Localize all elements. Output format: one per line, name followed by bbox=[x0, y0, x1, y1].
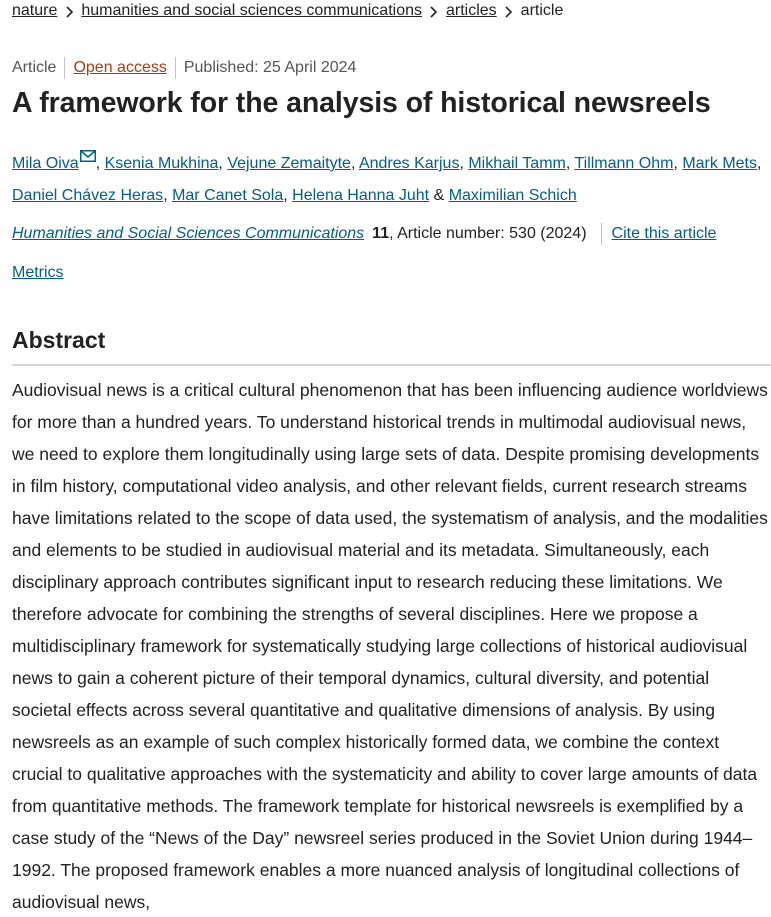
breadcrumb bbox=[12, 0, 563, 22]
meta-divider bbox=[64, 57, 65, 79]
author-link[interactable]: Mar Canet Sola bbox=[172, 187, 284, 204]
page-title: A framework for the analysis of historical newsreels bbox=[12, 87, 711, 119]
author-link[interactable]: Andres Karjus bbox=[358, 155, 460, 172]
author-link[interactable]: Helena Hanna Juht bbox=[292, 187, 430, 204]
article-type: Article bbox=[12, 59, 57, 76]
breadcrumb-link-articles[interactable]: articles bbox=[445, 2, 497, 19]
citation-line bbox=[12, 222, 716, 246]
author-link[interactable]: Mikhail Tamm bbox=[468, 155, 566, 172]
chevron-right-icon bbox=[422, 3, 446, 20]
metrics-link[interactable]: Metrics bbox=[12, 264, 64, 281]
breadcrumb-link-nature[interactable]: nature bbox=[12, 2, 58, 19]
author-link[interactable]: Vejune Zemaityte bbox=[227, 155, 351, 172]
open-access-link[interactable]: Open access bbox=[73, 59, 167, 76]
breadcrumb-link-journal[interactable]: humanities and social sciences communications bbox=[81, 2, 422, 19]
breadcrumb-current: article bbox=[520, 2, 564, 19]
article-number: , Article number: 530 (2024) bbox=[389, 225, 587, 242]
abstract-divider bbox=[12, 364, 771, 366]
journal-link[interactable]: Humanities and Social Sciences Communications bbox=[12, 225, 365, 242]
author-link[interactable]: Mark Mets bbox=[682, 155, 757, 172]
envelope-icon[interactable] bbox=[80, 142, 96, 154]
author-link[interactable]: Daniel Chávez Heras bbox=[12, 187, 164, 204]
abstract-text: Audiovisual news is a critical cultural phenomenon that has been influencing audience worldviews for more than a hundred years. To understand historical trends in multimodal audiovisual news, we need to explore them longitudinally using large sets of data. Despite promising developments in film history, computational video analysis, and other relevant fields, current research streams have limitations related to the scope of data used, the systematism of analysis, and the modalities and elements to be studied in audiovisual material and its metadata. Simultaneously, each disciplinary approach contributes significant input to research reducing these limitations. We therefore advocate for combining the strengths of several disciplines. Here we propose a multidisciplinary framework for systematically studying large collections of historical audiovisual news to gain a coherent picture of their temporal dynamics, cultural diversity, and potential societal effects across several quantitative and qualitative dimensions of analysis. By using newsreels as an example of such complex historically formed data, we combine the context crucial to qualitative approaches with the systematicity and ability to cover large amounts of data from quantitative methods. The framework template for historical newsreels is exemplified by a case study of the “News of the Day” newsreel series produced in the Soviet Union during 1944–1992. The proposed framework enables a more nuanced analysis of longitudinal collections of audiovisual news, bbox=[12, 380, 768, 912]
chevron-right-icon bbox=[497, 3, 521, 20]
published-date: Published: 25 April 2024 bbox=[183, 59, 357, 76]
citation-divider bbox=[601, 223, 602, 245]
meta-divider bbox=[175, 57, 176, 79]
author-link[interactable]: Ksenia Mukhina bbox=[104, 155, 219, 172]
author-list: Mila Oiva , Ksenia Mukhina, Vejune Zemaityte, Andres Karjus, Mikhail Tamm, Tillmann Ohm, Mark Mets, Daniel Chávez Heras, Mar Canet Sola, Helena Hanna Juht & Maximilian Schich bbox=[12, 142, 767, 212]
author-link[interactable]: Mila Oiva bbox=[12, 155, 79, 172]
volume-number: 11 bbox=[372, 225, 390, 242]
cite-this-article-link[interactable]: Cite this article bbox=[611, 225, 717, 242]
chevron-right-icon bbox=[57, 3, 81, 20]
author-link[interactable]: Tillmann Ohm bbox=[574, 155, 674, 172]
author-link[interactable]: Maximilian Schich bbox=[448, 187, 577, 204]
article-meta bbox=[12, 57, 356, 79]
abstract-heading: Abstract bbox=[12, 327, 106, 353]
